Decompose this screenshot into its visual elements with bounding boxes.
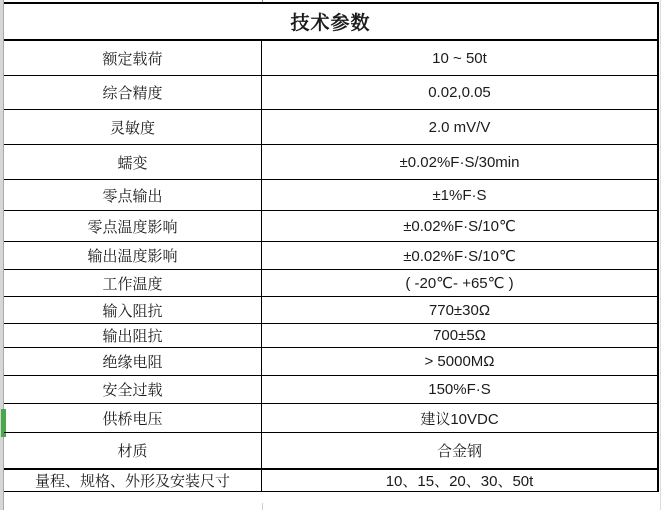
param-label-cell[interactable]: 额定载荷 xyxy=(4,41,262,75)
table-row xyxy=(4,110,657,145)
param-value-cell[interactable]: ±0.02%F·S/10℃ xyxy=(403,218,516,235)
param-value-cell[interactable]: 10、15、20、30、50t xyxy=(385,473,534,490)
param-value-cell[interactable]: 10 ~ 50t xyxy=(432,49,487,67)
table-row xyxy=(4,470,657,492)
param-label-cell[interactable]: 综合精度 xyxy=(4,76,262,109)
table-row xyxy=(4,433,657,470)
param-label-cell[interactable]: 材质 xyxy=(4,433,262,468)
param-label-cell[interactable]: 供桥电压 xyxy=(4,404,262,432)
param-label-cell[interactable]: 输出阻抗 xyxy=(4,324,262,347)
table-row xyxy=(4,404,657,433)
param-value-cell[interactable]: 建议10VDC xyxy=(420,410,499,428)
param-value-cell[interactable]: ( -20℃- +65℃ ) xyxy=(405,275,514,292)
table-row xyxy=(4,324,657,348)
gridline-stub-bottom xyxy=(262,503,263,510)
table-row xyxy=(4,348,657,376)
param-value-cell[interactable]: 合金钢 xyxy=(436,443,482,460)
param-value-cell[interactable]: ±0.02%F·S/30min xyxy=(399,153,520,171)
table-title-cell[interactable] xyxy=(4,4,657,41)
table-row xyxy=(4,270,657,297)
table-row xyxy=(4,376,657,404)
param-label-cell[interactable]: 输入阻抗 xyxy=(4,297,262,323)
param-label-cell[interactable]: 零点温度影响 xyxy=(4,211,262,241)
param-value-cell[interactable]: 2.0 mV/V xyxy=(428,118,491,136)
table-row xyxy=(4,76,657,110)
param-label-cell[interactable]: 绝缘电阻 xyxy=(4,348,262,375)
table-row xyxy=(4,242,657,270)
param-value-cell[interactable]: > 5000MΩ xyxy=(424,353,495,370)
table-row xyxy=(4,297,657,324)
table-title: 技术参数 xyxy=(290,13,371,34)
param-value-cell[interactable]: 770±30Ω xyxy=(428,301,491,319)
param-value-cell[interactable]: 0.02,0.05 xyxy=(428,84,491,101)
param-label-cell[interactable]: 输出温度影响 xyxy=(4,242,262,269)
param-label-cell[interactable]: 零点输出 xyxy=(4,180,262,210)
param-label-cell[interactable]: 工作温度 xyxy=(4,270,262,296)
table-row xyxy=(4,41,657,76)
param-label-cell[interactable]: 蠕变 xyxy=(4,145,262,179)
table-row xyxy=(4,211,657,242)
param-label-cell[interactable]: 安全过载 xyxy=(4,376,262,403)
param-label-cell[interactable]: 量程、规格、外形及安装尺寸 xyxy=(4,470,262,491)
param-value-cell[interactable]: ±0.02%F·S/10℃ xyxy=(403,247,516,265)
param-value-cell[interactable]: ±1%F·S xyxy=(432,186,487,204)
tech-params-table xyxy=(4,2,659,492)
table-row xyxy=(4,145,657,180)
param-value-cell[interactable]: 150%F·S xyxy=(428,381,491,398)
table-row xyxy=(4,180,657,211)
param-value-cell[interactable]: 700±5Ω xyxy=(433,327,486,344)
param-label-cell[interactable]: 灵敏度 xyxy=(4,110,262,144)
